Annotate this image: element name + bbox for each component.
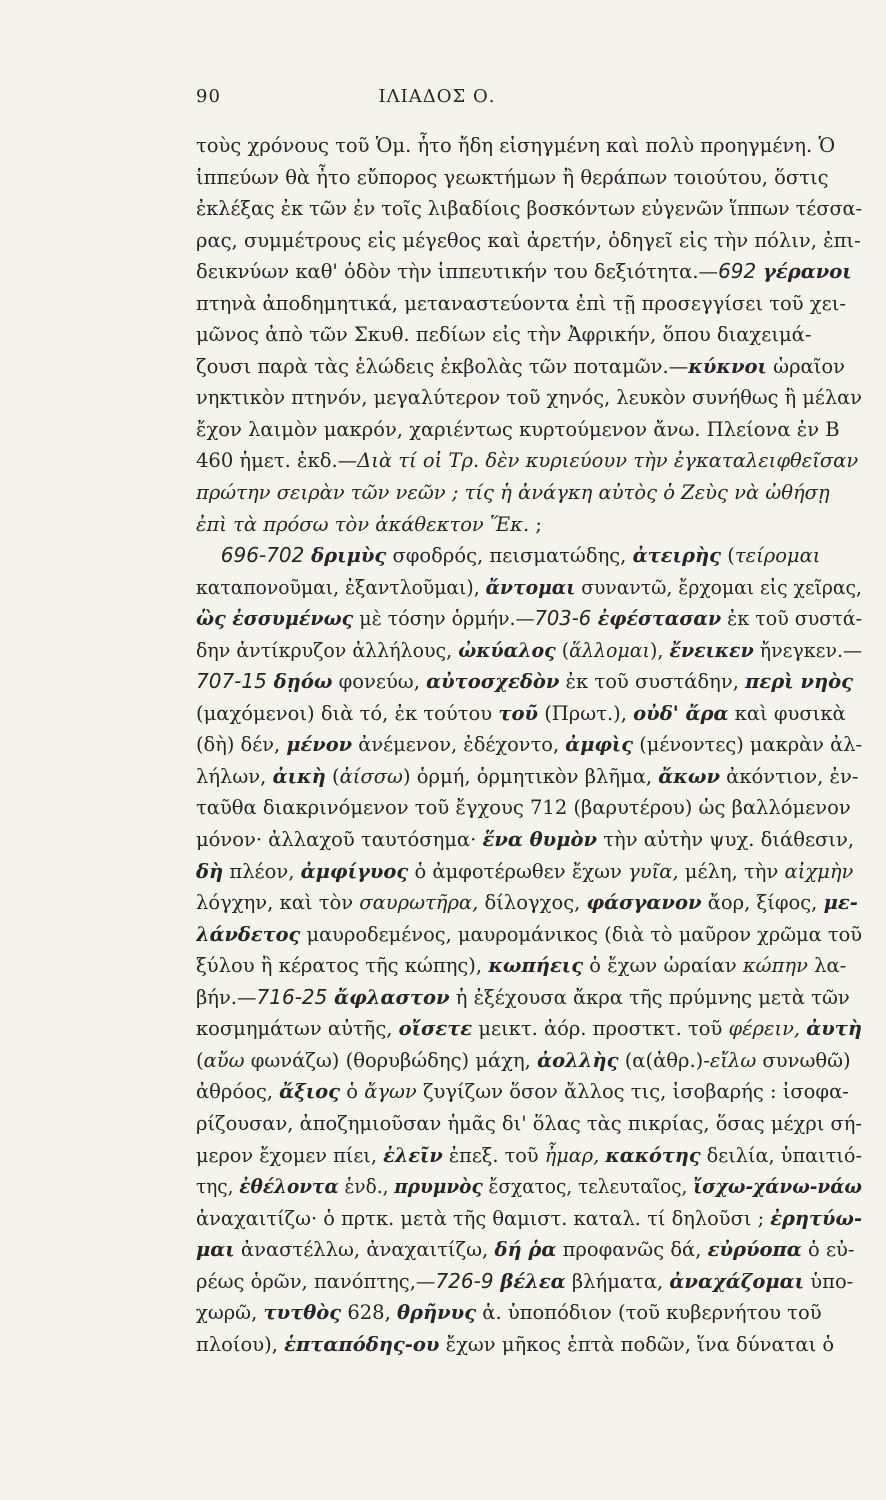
lemma: ἴσχω-χάνω-νάω xyxy=(693,1175,862,1199)
text-segment: ἀκόντιον, ἐν- xyxy=(719,764,859,788)
text-line xyxy=(196,635,862,667)
lemma: ἐρητύω- xyxy=(770,1206,862,1230)
text-segment: ; xyxy=(529,512,542,536)
lemma: ἀολλὴς xyxy=(537,1048,619,1072)
text-line xyxy=(196,256,862,288)
lemma: βέλεα xyxy=(493,1269,566,1293)
text-segment: ρέως ὁρῶν, πανόπτης,— xyxy=(196,1269,436,1293)
text-segment: ὁ εὐ- xyxy=(801,1238,855,1262)
text-segment: ἤνεγκεν.— xyxy=(753,638,862,662)
text-segment: βήν.— xyxy=(196,985,257,1009)
text-line xyxy=(196,572,862,604)
text-segment xyxy=(196,544,221,567)
text-segment: αὔω xyxy=(203,1048,245,1072)
text-segment: δειλία, ὑπαιτιό- xyxy=(700,1143,862,1167)
text-line xyxy=(196,824,862,856)
lemma: ἐλεῖν xyxy=(383,1143,443,1167)
text-segment: ( xyxy=(196,1048,204,1072)
commentary-text xyxy=(196,130,862,1360)
line-reference: 716-25 xyxy=(256,984,328,1009)
lemma: ἄφλαστον xyxy=(327,985,450,1009)
lemma: κύκνοι xyxy=(688,354,767,378)
text-segment: σφοδρός, πεισματώδης, xyxy=(386,544,633,568)
lemma: περὶ νηὸς xyxy=(745,670,854,694)
text-segment: 628, xyxy=(341,1301,397,1325)
text-segment: πρώτην σειρὰν τῶν νεῶν ; τίς ἡ ἀνάγκη αὐτὸς ὁ Ζεὺς νὰ ὠθήσῃ xyxy=(196,481,830,505)
text-segment: ( xyxy=(325,764,340,788)
text-line xyxy=(196,1234,862,1266)
text-line xyxy=(196,1203,862,1235)
lemma: ἄντομαι xyxy=(485,575,576,599)
text-line xyxy=(196,1045,862,1077)
text-segment: μαυροδεμένος, μαυρομάνικος (διὰ τὸ μαῦρον χρῶμα τοῦ xyxy=(300,922,862,946)
text-segment: ἀναχαιτίζω· ὁ πρτκ. μετὰ τῆς θαμιστ. καταλ. τί δηλοῦσι ; xyxy=(196,1206,771,1230)
text-segment: κώπην xyxy=(742,954,808,978)
text-line xyxy=(196,919,862,951)
text-segment: δεικνύων καθ' ὁδὸν τὴν ἱππευτικήν του δεξιότητα.— xyxy=(196,260,719,284)
text-line xyxy=(196,540,862,572)
lemma: ἀυτὴ xyxy=(806,1017,862,1041)
text-segment: ἀναστέλλω, ἀναχαιτίζω, xyxy=(234,1238,495,1262)
line-reference: 726-9 xyxy=(435,1268,494,1293)
lemma: γέρανοι xyxy=(756,260,852,284)
text-segment: συναντῶ, ἔρχομαι εἰς χεῖρας, xyxy=(575,575,862,599)
text-segment: φέρειν, xyxy=(728,1017,801,1041)
lemma: ἀμφίγυος xyxy=(300,859,409,883)
line-reference: 703-6 xyxy=(534,606,592,631)
text-line xyxy=(196,1013,862,1045)
text-segment: προφανῶς δά, xyxy=(556,1238,708,1262)
running-title: ΙΛΙΑΔΟΣ Ο. xyxy=(378,86,496,107)
text-segment: ἦμαρ, xyxy=(544,1143,600,1167)
text-segment: ἡ ἐξέχουσα ἄκρα τῆς πρύμνης μετὰ τῶν xyxy=(449,985,850,1009)
lemma: οὐδ' ἄρα xyxy=(633,701,729,725)
lemma: με- xyxy=(823,891,858,915)
text-line xyxy=(196,162,862,194)
lemma: τοῦ xyxy=(498,701,538,725)
text-segment: ὁ ἀμφοτέρωθεν ἔχων xyxy=(408,859,629,883)
lemma: κωπήεις xyxy=(488,954,584,978)
text-line xyxy=(196,509,862,541)
text-line xyxy=(196,414,862,446)
text-segment: ἐκ τοῦ συστά- xyxy=(721,607,862,631)
text-segment: (α(ἀθρ.)- xyxy=(618,1048,710,1072)
text-line xyxy=(196,887,862,919)
text-segment: ἱππεύων θὰ ἦτο εὔπορος γεωκτήμων ἢ θεράπων τοιούτου, ὅστις xyxy=(196,165,829,189)
text-line xyxy=(196,1076,862,1108)
lemma: ἕνα θυμὸν xyxy=(482,828,598,852)
text-segment: δην ἀντίκρυζον ἀλλήλους, xyxy=(196,638,459,662)
lemma: ἀμφὶς xyxy=(565,733,634,757)
text-segment: ἐπὶ τὰ πρόσω τὸν ἀκάθεκτον Ἕκ. xyxy=(196,512,530,536)
lemma: ἀικὴ xyxy=(272,764,326,788)
lemma: ὠκύαλος xyxy=(458,638,556,662)
text-segment: μέλη, τὴν xyxy=(678,859,785,883)
text-segment: αἰχμὴν xyxy=(784,859,854,883)
text-segment: ἑνδ., xyxy=(338,1175,395,1199)
text-segment: δίλογχος, xyxy=(478,891,587,915)
lemma: ὣς ἐσσυμένως xyxy=(196,607,354,631)
text-segment: τὴν αὐτὴν ψυχ. διάθεσιν, xyxy=(597,828,855,852)
text-line xyxy=(196,351,862,383)
lemma: εὐρύοπα xyxy=(707,1238,802,1262)
lemma: πρυμνὸς xyxy=(394,1175,483,1199)
text-line xyxy=(196,382,862,414)
text-segment: ), xyxy=(649,638,670,662)
text-line xyxy=(196,319,862,351)
text-segment: τείρομαι xyxy=(734,544,821,568)
text-segment: ἅλλομαι xyxy=(569,638,650,662)
text-line xyxy=(196,792,862,824)
text-segment: κοσμημάτων αὐτῆς, xyxy=(196,1017,399,1041)
lemma: μένον xyxy=(286,733,353,757)
lemma: τυτθὸς xyxy=(263,1301,342,1325)
text-segment: καὶ φυσικὰ xyxy=(728,701,846,725)
text-segment: ἀίσσω xyxy=(339,764,403,788)
text-segment: ὡραῖον xyxy=(766,354,845,378)
text-segment: (Πρωτ.), xyxy=(538,701,634,725)
lemma: λάνδετος xyxy=(196,922,301,946)
text-segment: πλοίου), xyxy=(196,1332,285,1356)
text-line xyxy=(196,698,862,730)
text-line xyxy=(196,1171,862,1203)
lemma: θρῆνυς xyxy=(396,1301,477,1325)
text-segment: (δὴ) δέν, xyxy=(196,733,287,757)
text-line xyxy=(196,1266,862,1298)
page-number: 90 xyxy=(196,86,221,107)
text-segment: πτηνὰ ἀποδημητικά, μεταναστεύοντα ἐπὶ τῇ προσεγγίσει τοῦ χει- xyxy=(196,291,846,315)
text-segment: ὁ ἔχων ὡραίαν xyxy=(583,954,743,978)
text-line xyxy=(196,761,862,793)
lemma: δῃόω xyxy=(266,670,333,694)
lemma: μαι xyxy=(196,1238,235,1262)
text-segment: φονεύω, xyxy=(332,670,427,694)
lemma: δὴ xyxy=(196,859,224,883)
lemma: κακότης xyxy=(605,1143,701,1167)
text-segment: γυῖα, xyxy=(628,859,679,883)
text-segment: 460 ἡμετ. ἐκδ.— xyxy=(196,449,358,473)
lemma: δριμὺς xyxy=(304,544,387,568)
text-segment: ἐπεξ. τοῦ xyxy=(442,1143,545,1167)
text-segment: ἐκ τοῦ συστάδην, xyxy=(559,670,746,694)
text-segment: ταῦθα διακρινόμενον τοῦ ἔγχους 712 (βαρυτέρου) ὡς βαλλόμενον xyxy=(196,796,851,820)
text-line xyxy=(196,729,862,761)
line-reference: 692 xyxy=(718,259,757,284)
text-line xyxy=(196,982,862,1014)
text-segment: λήλων, xyxy=(196,764,273,788)
text-line xyxy=(196,288,862,320)
text-line xyxy=(196,225,862,257)
text-segment: (μένοντες) μακρὰν ἀλ- xyxy=(633,733,862,757)
lemma: δή ῥα xyxy=(494,1238,557,1262)
text-line xyxy=(196,445,862,477)
text-segment: μόνον· ἀλλαχοῦ ταυτόσημα· xyxy=(196,828,483,852)
text-segment: μεικτ. ἀόρ. προστκτ. τοῦ xyxy=(472,1017,729,1041)
text-segment: της, xyxy=(196,1175,240,1199)
text-segment: (μαχόμενοι) διὰ τό, ἐκ τούτου xyxy=(196,701,499,725)
text-segment: ρίζουσαν, ἀποζημιοῦσαν ἡμᾶς δι' ὅλας τὰς πικρίας, ὅσας μέχρι σή- xyxy=(196,1111,862,1135)
text-segment: σαυρωτῆρα, xyxy=(359,891,479,915)
lemma: φάσγανον xyxy=(586,891,702,915)
text-segment: μῶνος ἀπὸ τῶν Σκυθ. πεδίων εἰς τὴν Ἀφρικήν, ὅπου διαχειμά- xyxy=(196,323,812,347)
lemma: οἴσετε xyxy=(398,1017,473,1041)
text-segment: ἀθρόος, xyxy=(196,1080,280,1104)
text-segment: χωρῶ, xyxy=(196,1301,264,1325)
text-segment: καταπονοῦμαι, ἐξαντλοῦμαι), xyxy=(196,575,486,599)
text-segment: ἔχων μῆκος ἑπτὰ ποδῶν, ἵνα δύναται ὁ xyxy=(439,1332,835,1356)
text-segment: φωνάζω) (θορυβώδης) μάχη, xyxy=(244,1048,538,1072)
lemma: ἐθέλοντα xyxy=(239,1175,339,1199)
text-segment: ζυγίζων ὅσον ἄλλος τις, ἰσοβαρής : ἰσοφα- xyxy=(416,1080,849,1104)
text-line xyxy=(196,666,862,698)
text-segment: ἀνέμενον, ἐδέχοντο, xyxy=(352,733,566,757)
text-segment: λα- xyxy=(807,954,847,978)
text-segment: ἔχον λαιμὸν μακρόν, χαριέντως κυρτούμενον ἄνω. Πλείονα ἐν Β xyxy=(196,417,840,441)
lemma: ἐφέστασαν xyxy=(591,607,722,631)
text-segment: ρας, συμμέτρους εἰς μέγεθος καὶ ἀρετήν, ὁδηγεῖ εἰς τὴν πόλιν, ἐπι- xyxy=(196,228,861,252)
text-segment: ( xyxy=(555,638,570,662)
text-segment: Διὰ τί οἱ Τρ. δὲν κυριεύουν τὴν ἐγκαταλειφθεῖσαν xyxy=(357,449,859,473)
page-header xyxy=(196,86,678,116)
text-line xyxy=(196,477,862,509)
text-segment: ὁ xyxy=(340,1080,365,1104)
text-segment: λόγχην, καὶ τὸν xyxy=(196,891,360,915)
line-reference: 707-15 xyxy=(196,669,267,694)
text-segment: μερον ἔχομεν πίει, xyxy=(196,1143,384,1167)
text-segment: ὑπο- xyxy=(804,1269,854,1293)
lemma: αὐτοσχεδὸν xyxy=(426,670,560,694)
text-segment: νηκτικὸν πτηνόν, μεγαλύτερον τοῦ χηνός, λευκὸν συνήθως ἢ μέλαν xyxy=(196,386,862,410)
text-segment: μὲ τόσην ὁρμήν.— xyxy=(353,607,535,631)
lemma: ἄξιος xyxy=(279,1080,341,1104)
lemma: ἀναχάζομαι xyxy=(669,1269,805,1293)
text-segment: βλήματα, xyxy=(565,1269,670,1293)
text-line xyxy=(196,856,862,888)
line-reference: 696-702 xyxy=(220,543,305,568)
text-segment: ζουσι παρὰ τὰς ἑλώδεις ἐκβολὰς τῶν ποταμῶν.— xyxy=(196,354,689,378)
text-line xyxy=(196,1297,862,1329)
text-line xyxy=(196,1108,862,1140)
text-segment: ἄγων xyxy=(364,1080,417,1104)
text-line xyxy=(196,1140,862,1172)
text-line xyxy=(196,193,862,225)
text-segment: ) ὁρμή, ὁρμητικὸν βλῆμα, xyxy=(402,764,659,788)
text-line xyxy=(196,1329,862,1361)
text-segment: τοὺς χρόνους τοῦ Ὁμ. ἦτο ἤδη εἰσηγμένη καὶ πολὺ προηγμένη. Ὁ xyxy=(196,134,836,157)
text-segment: συνωθῶ) xyxy=(756,1048,851,1072)
lemma: ἑπταπόδης-ου xyxy=(284,1332,440,1356)
text-segment: πλέον, xyxy=(223,859,301,883)
text-segment: ( xyxy=(721,544,735,568)
lemma: ἄκων xyxy=(658,764,720,788)
text-segment: ἄορ, ξίφος, xyxy=(701,891,824,915)
lemma: ἀτειρὴς xyxy=(632,544,722,568)
text-line xyxy=(196,130,862,162)
text-segment: εἴλω xyxy=(709,1048,757,1072)
lemma: ἔνεικεν xyxy=(669,638,754,662)
text-segment: ἐκλέξας ἐκ τῶν ἐν τοῖς λιβαδίοις βοσκόντων εὐγενῶν ἵππων τέσσα- xyxy=(196,197,862,221)
text-segment: ἁ. ὑποπόδιον (τοῦ κυβερνήτου τοῦ xyxy=(476,1301,822,1325)
text-segment: ξύλου ἢ κέρατος τῆς κώπης), xyxy=(196,954,489,978)
text-line xyxy=(196,603,862,635)
text-segment: ἔσχατος, τελευταῖος, xyxy=(482,1175,694,1199)
text-line xyxy=(196,950,862,982)
